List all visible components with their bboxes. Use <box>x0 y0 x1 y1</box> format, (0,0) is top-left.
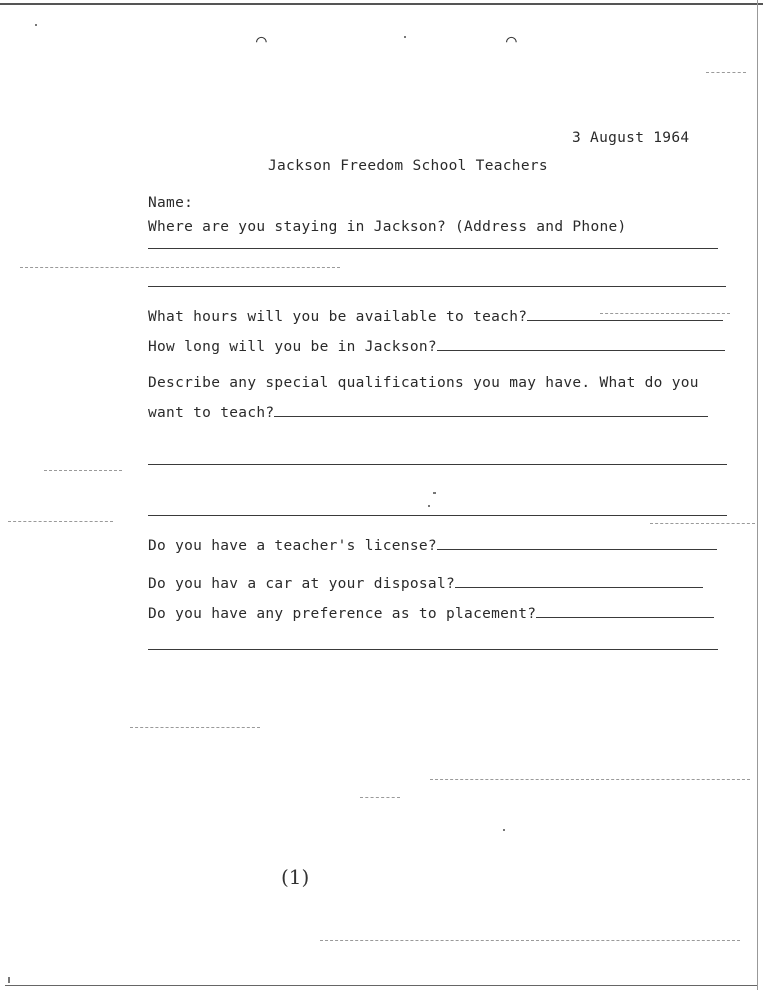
scan-artifact <box>130 727 260 728</box>
scan-artifact <box>430 779 750 780</box>
page-right-edge <box>757 0 758 990</box>
placement-answer-line-2[interactable] <box>148 649 718 650</box>
page-bottom-edge <box>5 985 757 986</box>
hours-question: What hours will you be available to teach? <box>148 309 528 325</box>
scan-artifact <box>600 313 730 314</box>
scan-artifact <box>8 521 113 522</box>
placement-question-row <box>148 603 714 623</box>
placement-answer-blank[interactable] <box>536 603 714 618</box>
name-label: Name: <box>148 195 194 211</box>
scan-speck <box>433 492 436 494</box>
staple-mark-left: ⌒ <box>256 30 267 51</box>
address-answer-line-2[interactable] <box>148 286 726 287</box>
license-answer-blank[interactable] <box>437 535 717 550</box>
qualifications-question-row <box>148 402 708 422</box>
license-question: Do you have a teacher's license? <box>148 538 437 554</box>
scan-artifact <box>360 797 400 798</box>
placement-question: Do you have any preference as to placement? <box>148 606 537 622</box>
scan-artifact <box>320 940 740 941</box>
qualifications-answer-blank[interactable] <box>274 402 708 417</box>
qualifications-answer-line-3[interactable] <box>148 515 727 516</box>
car-question-row <box>148 573 703 593</box>
document-date: 3 August 1964 <box>572 130 690 146</box>
scan-artifact <box>706 72 746 73</box>
address-answer-line-1[interactable] <box>148 248 718 249</box>
duration-question: How long will you be in Jackson? <box>148 339 437 355</box>
hours-question-row <box>148 306 723 326</box>
qualifications-question-line2: want to teach? <box>148 405 275 421</box>
car-question: Do you hav a car at your disposal? <box>148 576 456 592</box>
staple-mark-right: ⌒ <box>506 30 517 51</box>
scan-speck <box>8 977 10 983</box>
scan-artifact <box>44 470 122 471</box>
page-number: (1) <box>281 865 310 889</box>
page-top-edge <box>0 3 763 5</box>
scan-speck <box>503 829 505 831</box>
scan-speck <box>404 36 406 38</box>
scan-speck <box>428 505 430 507</box>
duration-question-row <box>148 336 725 356</box>
qualifications-question-line1: Describe any special qualifications you may have. What do you <box>148 375 699 391</box>
scan-artifact <box>650 523 755 524</box>
license-question-row <box>148 535 717 555</box>
qualifications-answer-line-2[interactable] <box>148 464 727 465</box>
address-question: Where are you staying in Jackson? (Address and Phone) <box>148 219 627 235</box>
scan-speck <box>35 24 37 26</box>
document-title: Jackson Freedom School Teachers <box>268 158 548 174</box>
scan-artifact <box>20 267 340 268</box>
duration-answer-blank[interactable] <box>437 336 725 351</box>
car-answer-blank[interactable] <box>455 573 703 588</box>
